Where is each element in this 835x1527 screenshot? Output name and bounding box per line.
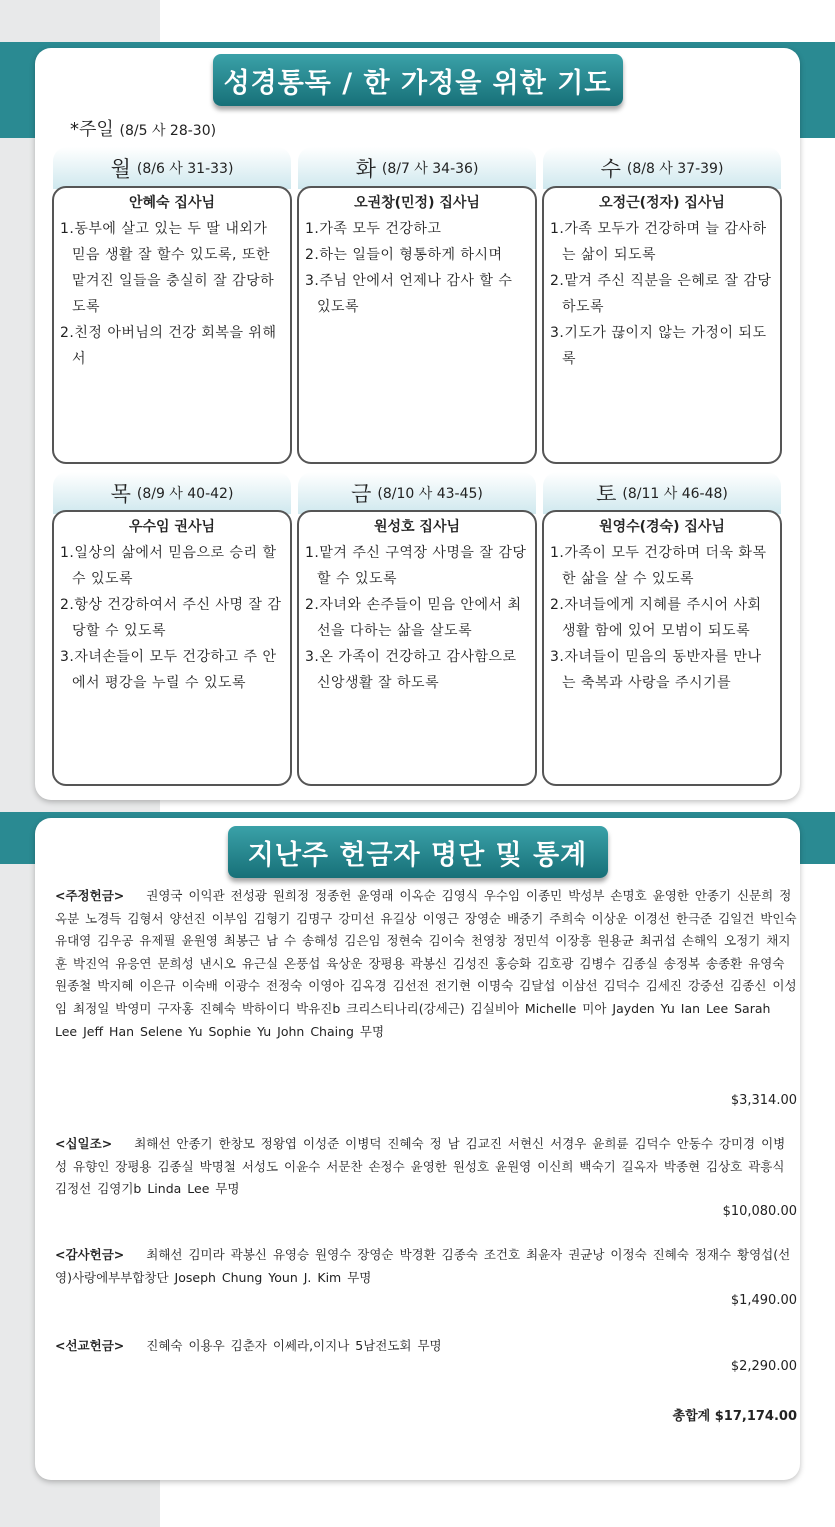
day-box-thu [52,510,292,786]
day-range: (8/6 사 31-33) [136,161,234,177]
day-tab-tue [298,147,536,189]
prayer-item: 3.온 가족이 건강하고 감사함으로 신앙생활 잘 하도록 [305,649,517,691]
prayer-person: 오권창(민정) 집사님 [354,195,480,211]
prayer-item: 1.동부에 살고 있는 두 딸 내외가 믿음 생활 잘 할수 있도록, 또한 맡겨진 일들을 충실히 잘 감당하도록 [60,221,275,315]
prayer-item: 1.가족 모두가 건강하며 늘 감사하는 삶이 되도록 [550,221,767,263]
day-label: 화 [355,157,376,181]
offering-names: 진혜숙 이용우 김춘자 이쎄라,이지나 5남전도회 무명 [146,1338,442,1353]
offering-names: 최해선 김미라 곽봉신 유영승 원영수 장영순 박경환 김종숙 조건호 최윤자 권균낭 이정숙 진혜숙 정재수 황영섭(선영)사랑에부부합창단 Joseph Chung Youn J. Kim 무명 [55,1247,791,1285]
offering-amount: $2,290.00 [730,1359,797,1374]
day-label: 토 [596,482,617,506]
offering-names: 권영국 이익관 전성광 원희정 정종헌 윤영래 이옥순 김영식 우수임 이종민 박성부 손명호 윤영한 안종기 신문희 정옥분 노경득 김형서 양선진 이부임 김형기 김명구 강미선 유길상 이영근 장영순 배중기 주희숙 이상운 이경선 한극준 김일건 박인숙 유대영 김우공 유제필 윤원영 최봉근 남 수 송해성 김은임 정현숙 김이숙 천영창 정민석 이장흥 원용균 최귀섭 손해익 오정기 채지훈 박진억 유응연 문희성 낸시오 유근실 온풍섭 육상운 장평용 곽봉신 김성진 홍승화 김호광 김병수 김종실 송정복 송종환 유영숙 원종철 박지혜 이은규 이숙배 이광수 전정숙 이영아 김옥경 김선전 전기현 이명숙 김달섭 이삼선 김덕수 김세진 강중선 김종신 이성임 최정일 박영미 구자홍 진혜숙 박하이디 박유진b 크리스티나리(강세근) 김실비아 Michelle 미아 Jayden Yu Ian Lee Sarah Lee Jeff Han Selene Yu Sophie Yu John Chaing 무명 [55,888,797,1039]
day-range: (8/9 사 40-42) [136,486,234,502]
offering-amount: $10,080.00 [722,1204,797,1219]
day-range: (8/8 사 37-39) [626,161,724,177]
day-tab-sat [543,472,781,514]
prayer-item: 2.자녀들에게 지혜를 주시어 사회생활 함에 있어 모범이 되도록 [550,597,762,639]
prayer-item: 1.가족이 모두 건강하며 더욱 화목한 삶을 살 수 있도록 [550,545,767,587]
sunday-label: *주일 [70,119,114,140]
prayer-person: 원영수(경숙) 집사님 [599,519,725,535]
prayer-title: 성경통독 / 한 가정을 위한 기도 [213,54,623,106]
day-box-fri [297,510,537,786]
prayer-item: 2.친정 아버님의 건강 회복을 위해서 [60,325,277,367]
prayer-item: 3.자녀들이 믿음의 동반자를 만나는 축복과 사랑을 주시기를 [550,649,762,691]
day-box-mon [52,186,292,464]
day-label: 월 [110,157,131,181]
prayer-item: 1.맡겨 주신 구역장 사명을 잘 감당할 수 있도록 [305,545,527,587]
day-tab-mon [53,147,291,189]
prayer-item: 1.일상의 삶에서 믿음으로 승리 할 수 있도록 [60,545,277,587]
prayer-person: 우수임 권사님 [128,519,216,535]
day-box-sat [542,510,782,786]
offering-amount: $1,490.00 [730,1293,797,1308]
prayer-item: 3.기도가 끊이지 않는 가정이 되도록 [550,325,767,367]
prayer-item: 3.자녀손들이 모두 건강하고 주 안에서 평강을 누릴 수 있도록 [60,649,277,691]
day-range: (8/10 사 43-45) [377,486,483,502]
prayer-item: 2.항상 건강하여서 주신 사명 잘 감당할 수 있도록 [60,597,282,639]
offering-amount: $3,314.00 [730,1093,797,1108]
prayer-person: 안혜숙 집사님 [128,195,216,211]
prayer-item: 2.자녀와 손주들이 믿음 안에서 최선을 다하는 삶을 살도록 [305,597,522,639]
offering-category: <십일조> [55,1136,113,1151]
day-tab-wed [543,147,781,189]
day-tab-thu [53,472,291,514]
day-label: 수 [600,157,621,181]
day-box-wed [542,186,782,464]
day-label: 목 [110,482,131,506]
day-range: (8/7 사 34-36) [381,161,479,177]
offering-category: <주정헌금> [55,888,125,903]
prayer-item: 1.가족 모두 건강하고 [305,221,442,237]
sunday-range: (8/5 사 28-30) [119,123,217,139]
offering-names: 최해선 안종기 한창모 정왕엽 이성준 이병덕 진혜숙 정 남 김교진 서현신 서경우 윤희륜 김덕수 안동수 강미경 이병성 유향인 장평용 김종실 박명철 서성도 이윤수 서문찬 손정수 윤영한 원성호 윤원영 이신희 백숙기 길옥자 박종현 김상호 곽흥식 김정선 김영기b Linda Lee 무명 [55,1136,786,1197]
offering-group-thanks [55,1244,797,1289]
day-range: (8/11 사 46-48) [622,486,728,502]
prayer-person: 원성호 집사님 [373,519,461,535]
day-tab-fri [298,472,536,514]
prayer-item: 2.맡겨 주신 직분을 은혜로 잘 감당하도록 [550,273,772,315]
offering-total: 총합계 $17,174.00 [672,1409,797,1424]
day-label: 금 [351,482,372,506]
prayer-person: 오정근(정자) 집사님 [599,195,725,211]
offering-group-mission [55,1335,797,1358]
prayer-item: 3.주님 안에서 언제나 감사 할 수 있도록 [305,273,513,315]
sunday-reading [70,115,216,141]
offering-group-tithe [55,1133,797,1201]
offering-title: 지난주 헌금자 명단 및 통계 [228,826,608,878]
day-box-tue [297,186,537,464]
offering-category: <선교헌금> [55,1338,125,1353]
offering-category: <감사헌금> [55,1247,125,1262]
prayer-item: 2.하는 일들이 형통하게 하시며 [305,247,503,263]
offering-group-sunday [55,885,797,1043]
